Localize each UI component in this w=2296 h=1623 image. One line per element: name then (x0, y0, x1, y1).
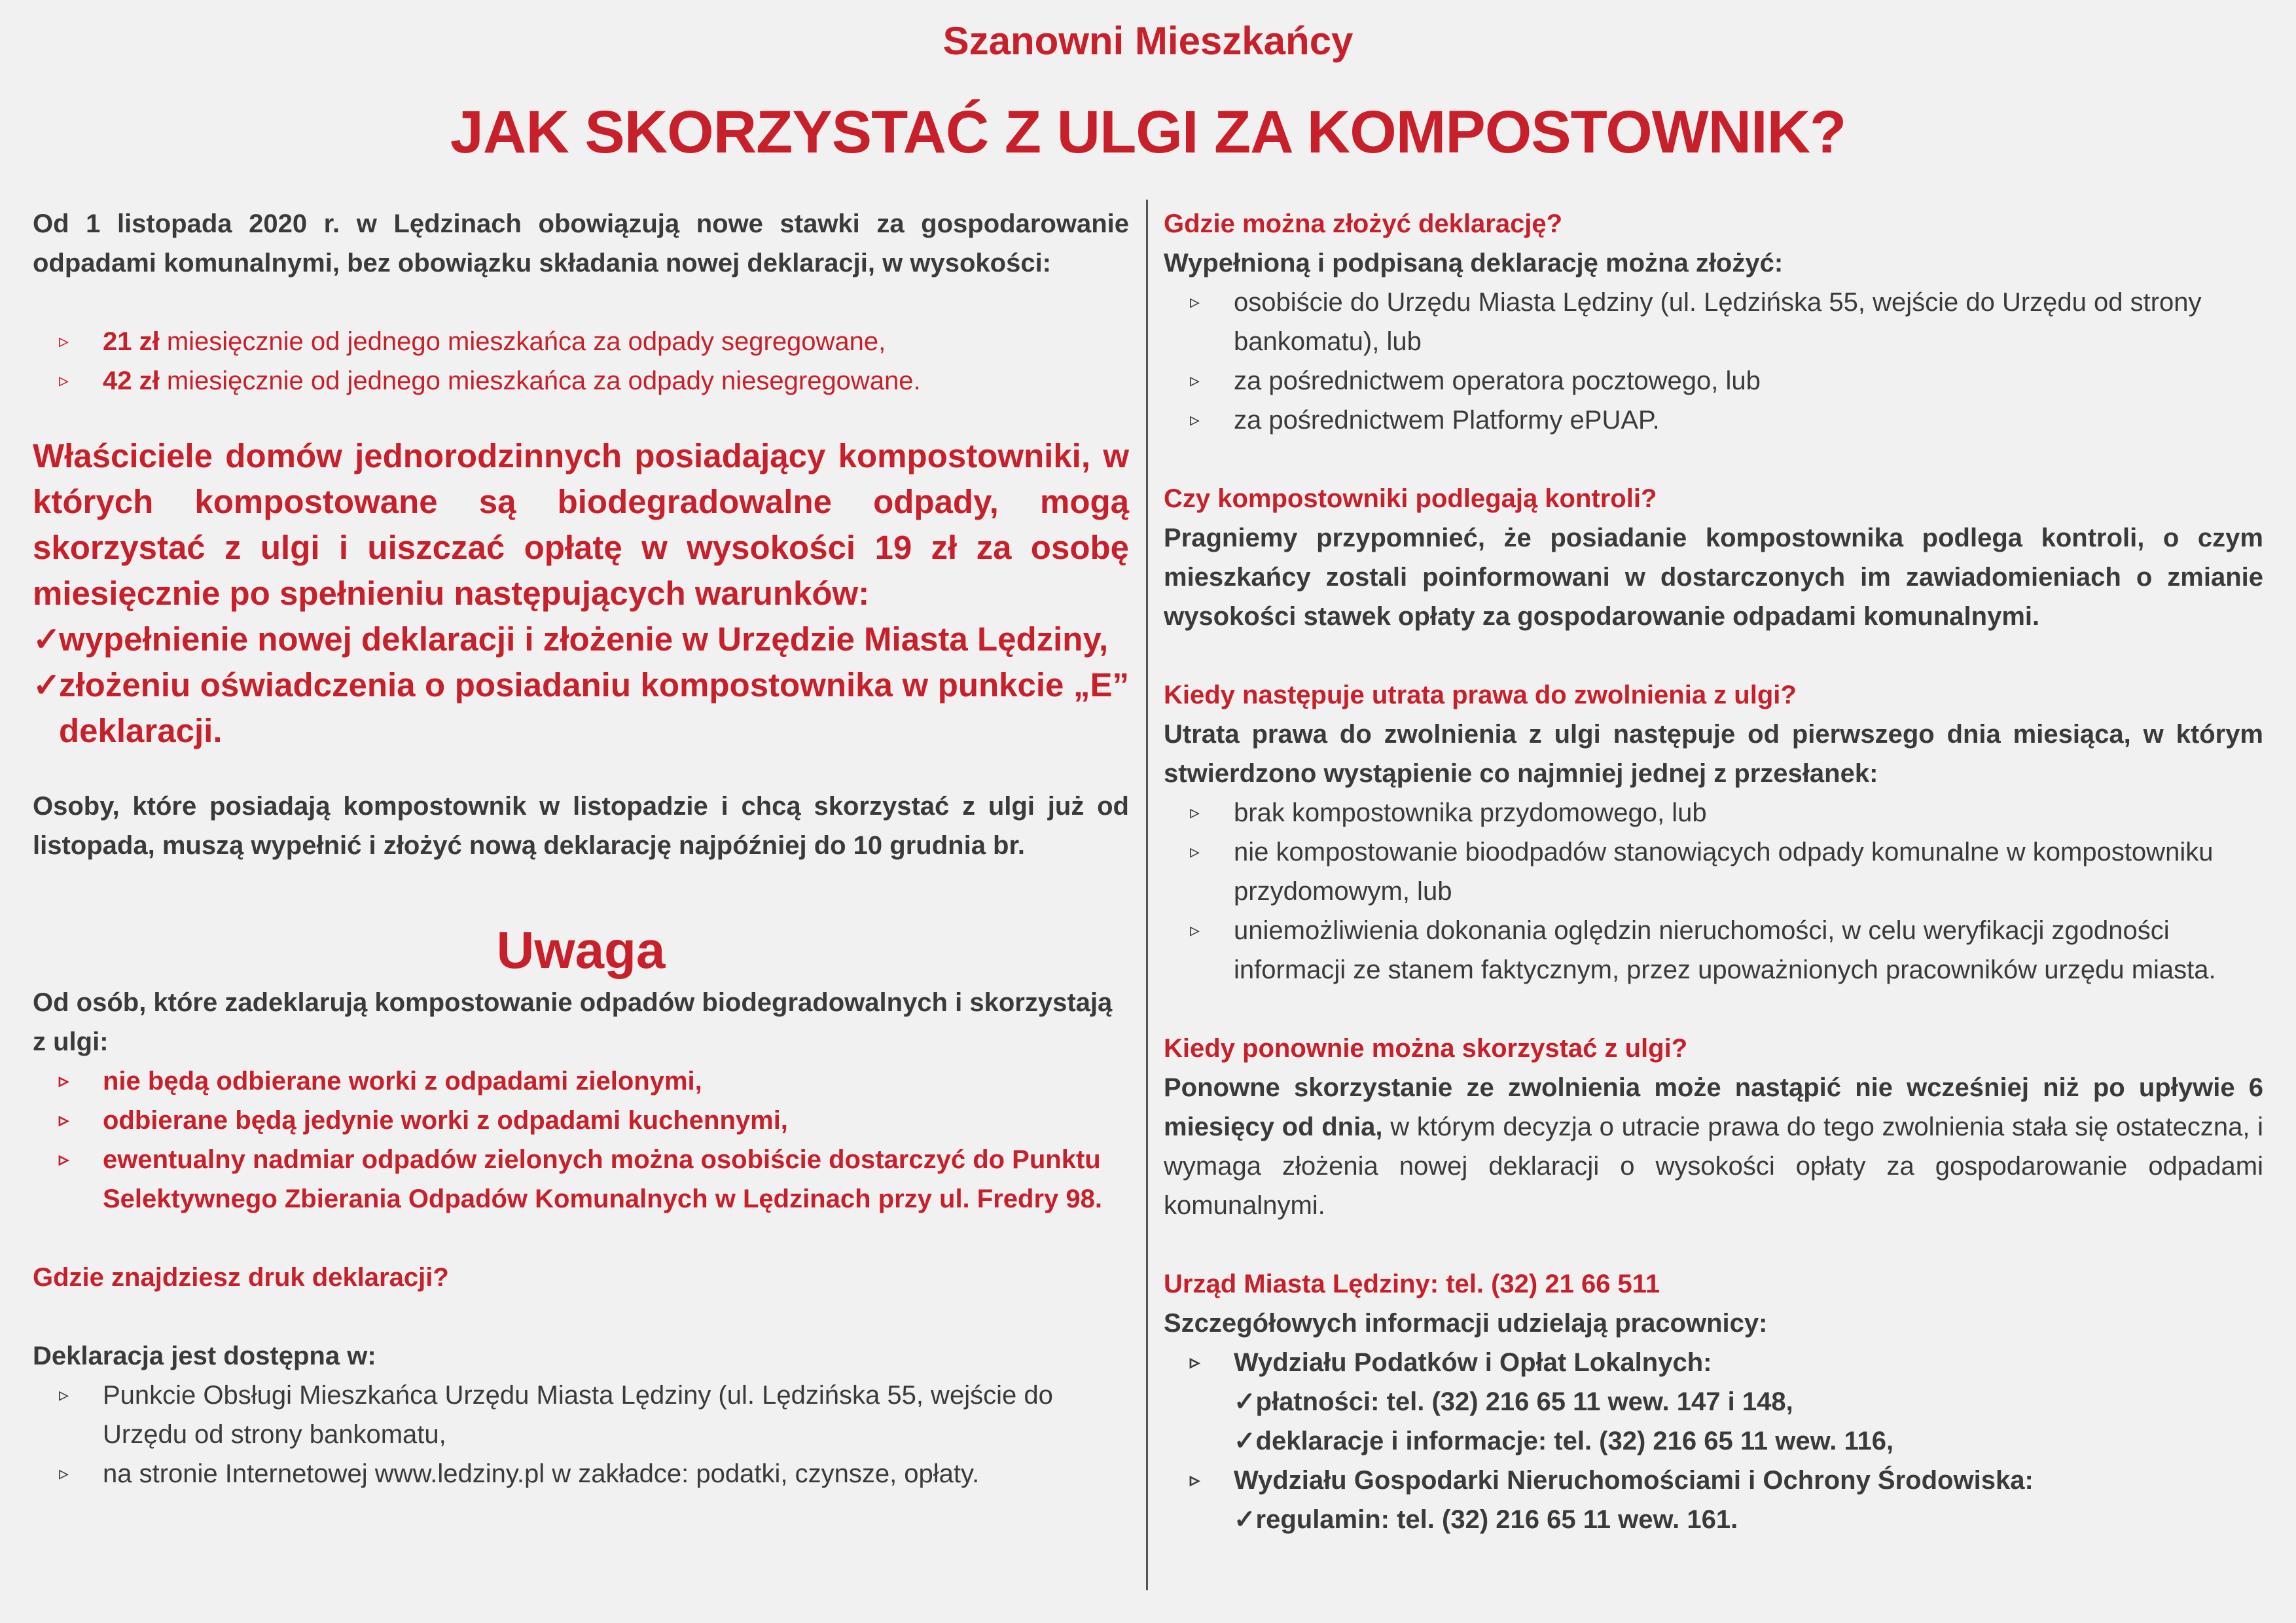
again-rest-text: w którym decyzja o utracie prawa do tego zwolnienia stała się ostateczna, i wymaga złożenia nowej deklaracji o wysokości opłaty za gospodarowanie odpadami komunalnymi. (1164, 1113, 2263, 1220)
submit-item: ▹ za pośrednictwem operatora pocztowego, lub (1164, 361, 2263, 401)
rate-text: miesięcznie od jednego mieszkańca za odpady segregowane, (159, 327, 886, 356)
rate-item (33, 322, 1129, 361)
bullet-icon: ▹ (1190, 919, 1200, 941)
departments-list (1164, 1343, 2263, 1539)
control-heading: Czy kompostowniki podlegają kontroli? (1164, 484, 1657, 513)
bullet-icon: ▹ (1190, 370, 1200, 391)
again-heading: Kiedy ponownie można skorzystać z ulgi? (1164, 1034, 1688, 1063)
uwaga-list (33, 1061, 1129, 1219)
again-text (1164, 1068, 2263, 1225)
office-heading: Urząd Miasta Lędziny: tel. (32) 21 66 511 (1164, 1270, 1660, 1298)
available-list (33, 1376, 1129, 1493)
check-icon: ✓ (1234, 1505, 1256, 1534)
department-line: ✓regulamin: tel. (32) 216 65 11 wew. 161. (1234, 1505, 1738, 1534)
greeting: Szanowni Mieszkańcy (942, 19, 1354, 63)
condition-item (33, 662, 1129, 754)
loss-list (1164, 793, 2263, 990)
submit-list (1164, 283, 2263, 440)
available-item: ▹ na stronie Internetowej www.ledziny.pl w zakładce: podatki, czynsze, opłaty. (33, 1454, 1129, 1493)
loss-text: Utrata prawa do zwolnienia z ulgi następuje od pierwszego dnia miesiąca, w którym stwierdzono wystąpienie co najmniej jednej z przesłanek: (1164, 720, 2263, 788)
bullet-icon: ▹ (1190, 1469, 1200, 1491)
bullet-icon: ▹ (59, 1109, 69, 1131)
bullet-icon: ▹ (1190, 841, 1200, 863)
check-icon: ✓ (1234, 1427, 1256, 1455)
left-column (33, 204, 1129, 1493)
rate-amount: 21 zł (103, 327, 160, 356)
submit-item: ▹ osobiście do Urzędu Miasta Lędziny (ul. Lędzińska 55, wejście do Urzędu od strony bankomatu), lub (1164, 283, 2263, 361)
intro-text: Od 1 listopada 2020 r. w Lędzinach obowiązują nowe stawki za gospodarowanie odpadami komunalnymi, bez obowiązku składania nowej deklaracji, w wysokości: (33, 209, 1129, 277)
owners-text: Właściciele domów jednorodzinnych posiadający kompostowniki, w których kompostowane są biodegradowalne odpady, mogą skorzystać z ulgi i uiszczać opłatę w wysokości 19 zł za osobę miesięcznie po spełnieniu następujących warunków: (33, 437, 1129, 612)
available-item: ▹ Punkcie Obsługi Mieszkańca Urzędu Miasta Lędziny (ul. Lędzińska 55, wejście do Urzędu od strony bankomatu, (33, 1376, 1129, 1454)
condition-text: wypełnienie nowej deklaracji i złożenie w Urzędzie Miasta Lędziny, (59, 620, 1109, 658)
check-icon: ✓ (33, 666, 61, 704)
again-bold-text: Ponowne skorzystanie ze zwolnienia może nastąpić nie wcześniej niż po upływie 6 miesięcy od dnia, (1164, 1073, 2263, 1141)
column-divider (1146, 200, 1148, 1590)
uwaga-item: ▹ ewentualny nadmiar odpadów zielonych można osobiście dostarczyć do Punktu Selektywnego Zbierania Odpadów Komunalnych w Lędzinach przy ul. Fredry 98. (33, 1140, 1129, 1219)
uwaga-item: ▹ nie będą odbierane worki z odpadami zielonymi, (33, 1061, 1129, 1101)
loss-item: ▹ nie kompostowanie bioodpadów stanowiących odpady komunalne w kompostowniku przydomowym, lub (1164, 832, 2263, 911)
uwaga-text: Od osób, które zadeklarują kompostowanie odpadów biodegradowalnych i skorzystają z ulgi: (33, 988, 1113, 1056)
rate-text: miesięcznie od jednego mieszkańca za odpady niesegregowane. (159, 366, 921, 395)
bullet-icon: ▹ (59, 1384, 69, 1406)
submit-label: Wypełnioną i podpisaną deklarację można złożyć: (1164, 249, 1784, 277)
department-item (1164, 1343, 2263, 1461)
department-line: ✓płatności: tel. (32) 216 65 11 wew. 147 i 148, (1234, 1387, 1793, 1416)
department-name: Wydziału Podatków i Opłat Lokalnych: (1234, 1348, 1712, 1377)
page-title: JAK SKORZYSTAĆ Z ULGI ZA KOMPOSTOWNIK? (450, 99, 1846, 166)
department-line: ✓deklaracje i informacje: tel. (32) 216 65 11 wew. 116, (1234, 1427, 1894, 1455)
submit-item: ▹ za pośrednictwem Platformy ePUAP. (1164, 401, 2263, 440)
right-column (1164, 204, 2263, 1539)
bullet-icon: ▹ (59, 330, 69, 352)
bullet-icon: ▹ (59, 1070, 69, 1092)
bullet-icon: ▹ (1190, 409, 1200, 431)
rates-list (33, 322, 1129, 401)
department-item (1164, 1461, 2263, 1539)
condition-item (33, 616, 1129, 662)
info-label: Szczegółowych informacji udzielają pracownicy: (1164, 1309, 1768, 1338)
rate-amount: 42 zł (103, 366, 160, 395)
loss-item: ▹ uniemożliwienia dokonania oględzin nieruchomości, w celu weryfikacji zgodności informacji ze stanem faktycznym, przez upoważnionych pracowników urzędu miasta. (1164, 911, 2263, 990)
where-heading: Gdzie znajdziesz druk deklaracji? (33, 1263, 449, 1292)
loss-heading: Kiedy następuje utrata prawa do zwolnienia z ulgi? (1164, 681, 1797, 709)
condition-text: złożeniu oświadczenia o posiadaniu kompostownika w punkcie „E” deklaracji. (59, 666, 1129, 749)
uwaga-title: Uwaga (496, 921, 666, 979)
submit-heading: Gdzie można złożyć deklarację? (1164, 209, 1563, 238)
available-label: Deklaracja jest dostępna w: (33, 1342, 376, 1370)
bullet-icon: ▹ (59, 1149, 69, 1170)
bullet-icon: ▹ (1190, 1351, 1200, 1373)
november-note: Osoby, które posiadają kompostownik w listopadzie i chcą skorzystać z ulgi już od listopada, muszą wypełnić i złożyć nową deklarację najpóźniej do 10 grudnia br. (33, 792, 1129, 860)
loss-item: ▹ brak kompostownika przydomowego, lub (1164, 793, 2263, 832)
department-name: Wydziału Gospodarki Nieruchomościami i Ochrony Środowiska: (1234, 1466, 2034, 1495)
bullet-icon: ▹ (1190, 802, 1200, 823)
uwaga-item: ▹ odbierane będą jedynie worki z odpadami kuchennymi, (33, 1101, 1129, 1140)
bullet-icon: ▹ (59, 370, 69, 391)
check-icon: ✓ (33, 620, 61, 658)
conditions-list (33, 616, 1129, 754)
check-icon: ✓ (1234, 1387, 1256, 1416)
bullet-icon: ▹ (59, 1463, 69, 1484)
control-text: Pragniemy przypomnieć, że posiadanie kompostownika podlega kontroli, o czym mieszkańcy zostali poinformowani w dostarczonych im zawiadomieniach o zmianie wysokości stawek opłaty za gospodarowanie odpadami komunalnymi. (1164, 524, 2263, 631)
rate-item (33, 361, 1129, 401)
bullet-icon: ▹ (1190, 291, 1200, 313)
